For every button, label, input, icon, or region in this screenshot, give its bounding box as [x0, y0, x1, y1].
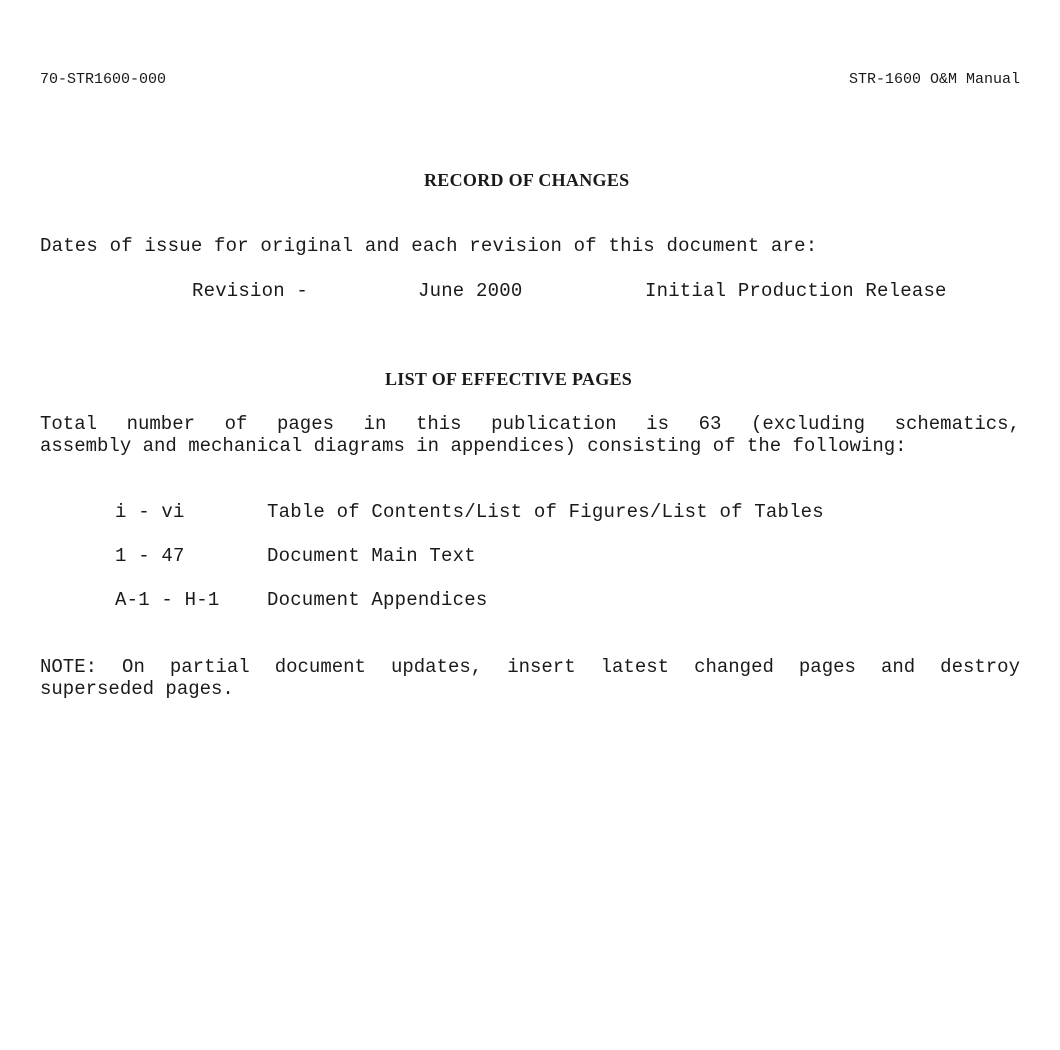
effective-pages-heading: LIST OF EFFECTIVE PAGES [385, 369, 633, 389]
revision-description: Initial Production Release [645, 280, 947, 302]
page-range: 1 - 47 [115, 545, 185, 567]
revision-intro-text: Dates of issue for original and each revision of this document are: [40, 235, 818, 257]
record-of-changes-heading: RECORD OF CHANGES [424, 170, 630, 190]
page-range: i - vi [115, 501, 185, 523]
manual-title: STR-1600 O&M Manual [848, 71, 1020, 88]
update-note [40, 656, 1020, 700]
note-line: NOTE: On partial document updates, insert latest changed pages and destroy [40, 656, 1020, 678]
effective-pages-summary [40, 413, 1020, 457]
note-line: superseded pages. [40, 678, 234, 700]
document-number: 70-STR1600-000 [40, 71, 167, 88]
summary-line: Total number of pages in this publication is 63 (excluding schematics, [40, 413, 1020, 435]
summary-line: assembly and mechanical diagrams in appendices) consisting of the following: [40, 435, 907, 457]
page-range-description: Document Main Text [267, 545, 476, 567]
revision-label: Revision - [192, 280, 309, 302]
page-range: A-1 - H-1 [115, 589, 220, 611]
revision-date: June 2000 [418, 280, 523, 302]
page-range-description: Table of Contents/List of Figures/List of Tables [267, 501, 824, 523]
page-range-description: Document Appendices [267, 589, 488, 611]
